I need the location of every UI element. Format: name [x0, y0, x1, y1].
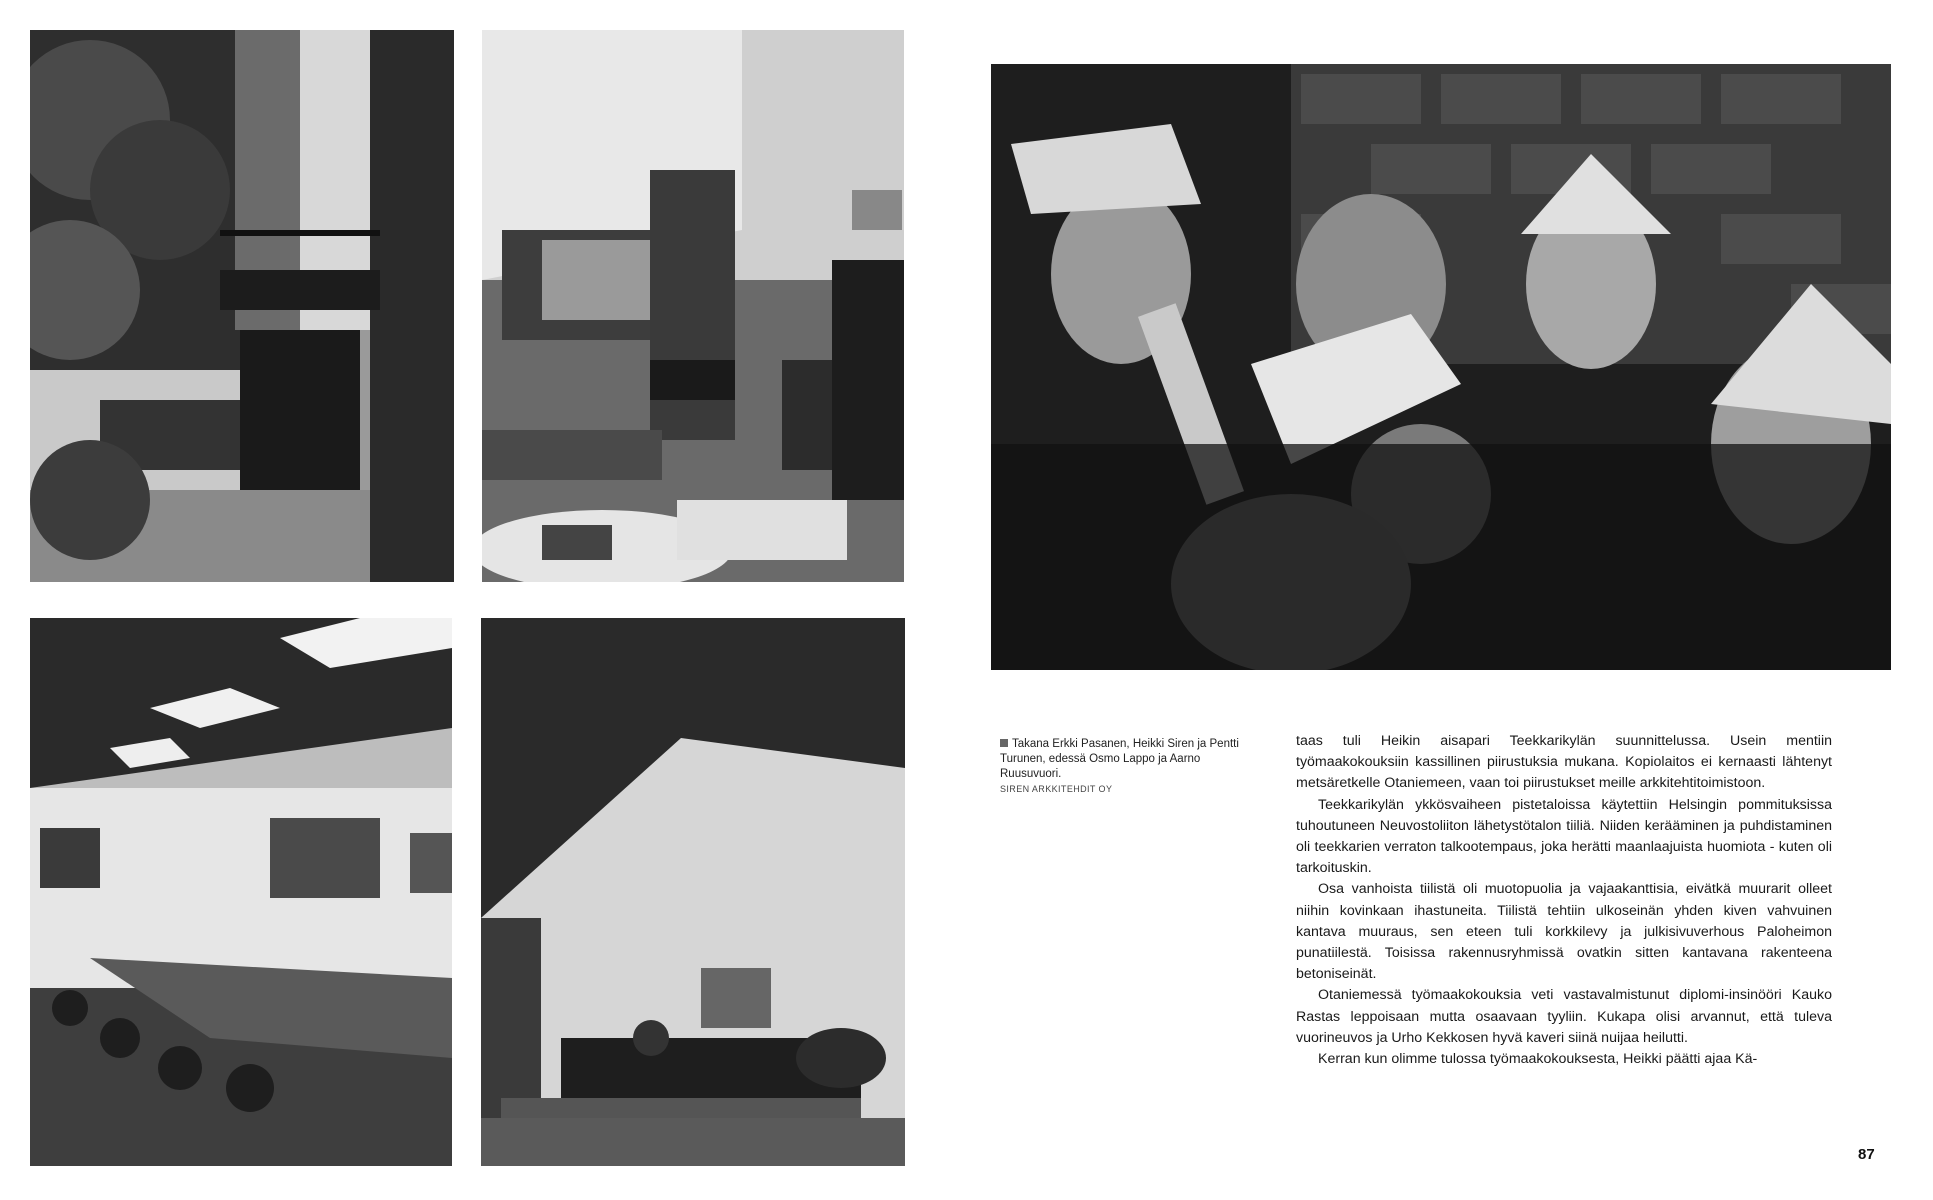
article-body	[1296, 731, 1832, 1070]
caption-marker	[1000, 739, 1008, 747]
paragraph-1: taas tuli Heikin aisapari Teekkarikylän suunnittelussa. Usein mentiin työmaakokouksiin kassillinen piirustuksia mukana. Kopiolaitos ei kernaasti lähtenyt metsäretkelle Otaniemeen, vaan toi piirustukset meille arkkitehtitoimistoon.	[1296, 733, 1832, 792]
lounge-photo	[481, 618, 905, 1166]
paragraph-5: Kerran kun olimme tulossa työmaakokouksesta, Heikki päätti ajaa Kä-	[1318, 1051, 1758, 1068]
photo-caption	[1000, 737, 1240, 797]
paragraph-3: Osa vanhoista tiilistä oli muotopuolia ja vajaakanttisia, eivätkä muurarit olleet niihin kovinkaan ihastuneita. Tiilistä tehtiin ulkoseinän yhden kiven vahvuinen kantava muuraus, sen eteen tuli korkkilevy ja julkisivuverhous Paloheimon punatiilestä. Toisissa rakennusryhmissä ovatkin sitten kantavana rakenteena betoniseinät.	[1296, 881, 1832, 983]
party-group-photo	[991, 64, 1891, 670]
caption-text: Takana Erkki Pasanen, Heikki Siren ja Pentti Turunen, edessä Osmo Lappo ja Aarno Ruusuvuori.	[1000, 738, 1239, 780]
paragraph-4: Otaniemessä työmaakokouksia veti vastavalmistunut diplomi-insinööri Kauko Rastas leppoisaan mutta osaavaan tyyliin. Kukapa olisi arvannut, että tuleva vuorineuvos ja Urho Kekkosen hyvä kaveri siinä nuijaa heilutti.	[1296, 987, 1832, 1046]
meeting-room-photo	[30, 618, 452, 1166]
page-number: 87	[1858, 1146, 1875, 1163]
living-room-photo	[482, 30, 904, 582]
caption-credit: SIREN ARKKITEHDIT OY	[1000, 784, 1113, 794]
house-exterior-photo	[30, 30, 454, 582]
paragraph-2: Teekkarikylän ykkösvaiheen pistetaloissa käytettiin Helsingin pommituksissa tuhoutuneen Neuvostoliiton lähetystötalon tiiliä. Niiden kerääminen ja puhdistaminen oli teekkarien verraton talkootempaus, joka herätti maanlaajuista huomiota - kuten oli tarkoituskin.	[1296, 796, 1832, 877]
